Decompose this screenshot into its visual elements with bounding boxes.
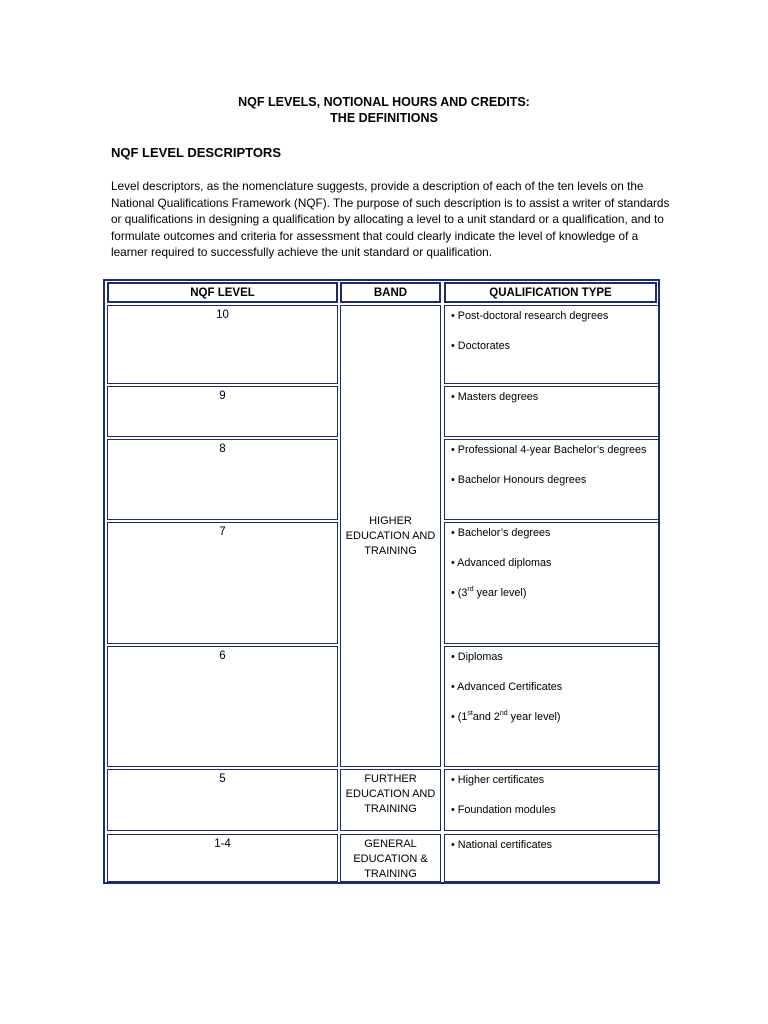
qualification-item: • Advanced diplomas: [451, 557, 552, 569]
band-cell-general: [340, 834, 441, 882]
qualification-item: • Doctorates: [451, 340, 510, 352]
intro-paragraph: [111, 178, 670, 261]
header-qualification-type: QUALIFICATION TYPE: [444, 282, 657, 303]
qualification-cell-9: [444, 386, 660, 437]
qualification-item: • Bachelor’s degrees: [451, 527, 551, 539]
qualification-item: • Diplomas: [451, 651, 503, 663]
level-cell-9: 9: [107, 386, 338, 437]
level-cell-6: 6: [107, 646, 338, 767]
qualification-year-note: • (1stand 2nd year level): [451, 710, 561, 723]
qualification-cell-5: [444, 769, 660, 831]
paragraph-line: Level descriptors, as the nomenclature suggests, provide a description of each of the ten levels on the: [111, 179, 644, 193]
paragraph-line: or qualifications in designing a qualification by allocating a level to a unit standard or a qualification, and to: [111, 212, 664, 227]
header-band: BAND: [340, 282, 441, 303]
qualification-item: • Foundation modules: [451, 804, 556, 816]
band-label-general: GENERAL EDUCATION & TRAINING: [353, 838, 428, 880]
qualification-item: • Professional 4-year Bachelor’s degrees: [451, 444, 647, 456]
qualification-year-note: • (3rd year level): [451, 586, 527, 599]
band-label-further: FURTHER EDUCATION AND TRAINING: [345, 773, 436, 815]
document-title-line-2: THE DEFINITIONS: [330, 111, 438, 125]
paragraph-line: learner required to successfully achieve the unit standard or qualification.: [111, 245, 492, 260]
document-title-line-1: NQF LEVELS, NOTIONAL HOURS AND CREDITS:: [238, 95, 530, 109]
band-label-higher: HIGHER EDUCATION AND TRAINING: [345, 514, 436, 557]
qualification-item: • Bachelor Honours degrees: [451, 474, 587, 486]
qualification-cell-10: [444, 305, 660, 384]
qualification-cell-6: [444, 646, 660, 767]
level-cell-10: 10: [107, 305, 338, 384]
qualification-item: • Post-doctoral research degrees: [451, 310, 609, 322]
qualification-item: • Advanced Certificates: [451, 681, 563, 693]
qualification-cell-8: [444, 439, 660, 520]
paragraph-line: formulate outcomes and criteria for assessment that could clearly indicate the level of knowledge of a: [111, 228, 639, 243]
qualification-item: • Higher certificates: [451, 774, 545, 786]
level-cell-8: 8: [107, 439, 338, 520]
level-cell-5: 5: [107, 769, 338, 831]
level-cell-7: 7: [107, 522, 338, 644]
level-cell-1-4: 1-4: [107, 834, 338, 882]
qualification-cell-7: [444, 522, 660, 644]
band-cell-further: [340, 769, 441, 831]
paragraph-line: National Qualifications Framework (NQF). The purpose of such description is to assist a writer of standards: [111, 195, 670, 210]
header-nqf-level: NQF LEVEL: [107, 282, 338, 303]
section-heading: NQF LEVEL DESCRIPTORS: [111, 145, 281, 160]
qualification-cell-1-4: [444, 834, 660, 882]
qualification-item: • Masters degrees: [451, 391, 539, 403]
qualification-item: • National certificates: [451, 839, 552, 851]
band-cell-higher: [340, 305, 441, 767]
